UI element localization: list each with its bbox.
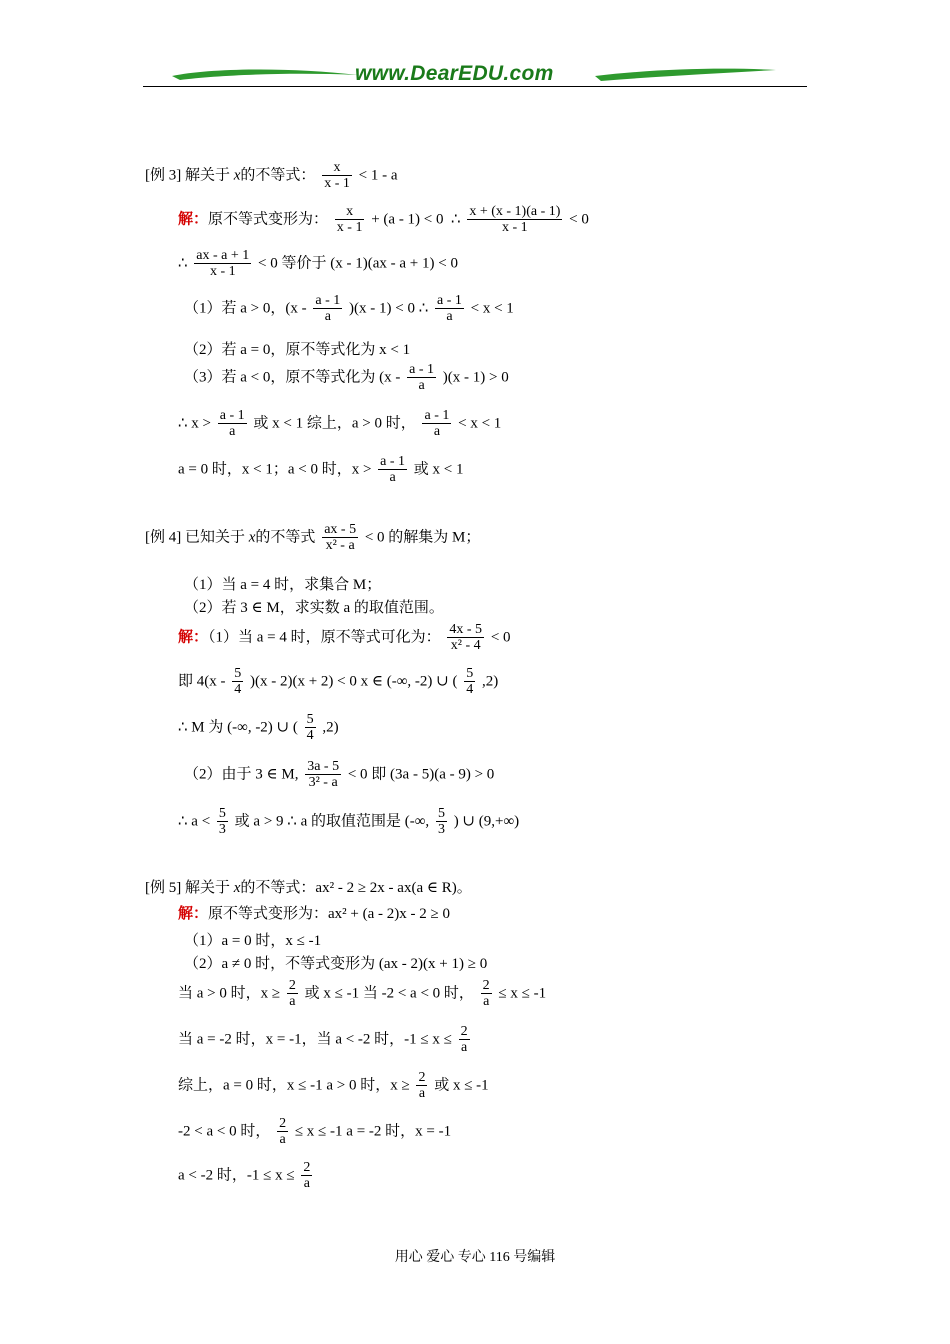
ex5-solution: 解：原不等式变形为：ax² + (a - 2)x - 2 ≥ 0 bbox=[178, 906, 451, 922]
ex4-solution2: 即 4(x - $\frac{5}{4}$ )(x - 2)(x + 2) < 0 x ∈ (-∞, -2) ∪ ( $\frac{5}{4}$ ,2) bbox=[178, 666, 499, 698]
ex4-question2: （2）若 3 ∈ M，求实数 a 的取值范围。 bbox=[184, 600, 444, 616]
ex4-solution1: 解：（1）当 a = 4 时，原不等式可化为： $\frac{4x - 5}{\text{x² - 4}}$ < 0 bbox=[178, 622, 511, 654]
ex4-solution4: （2）由于 3 ∈ M, $\frac{3a - 5}{\text{3² - a}}$ < 0 即 (3a - 5)(a - 9) > 0 bbox=[184, 759, 495, 791]
ex3-case2: （2）若 a = 0，原不等式化为 x < 1 bbox=[184, 342, 411, 358]
ex5-line2: 当 a = -2 时，x = -1，当 a < -2 时，-1 ≤ x ≤ $\frac{2}{a}$ bbox=[178, 1024, 468, 1056]
ex3-solution-line2: ∴ $\frac{ax - a + 1}{x - 1}$ < 0 等价于 (x - 1)(ax - a + 1) < 0 bbox=[178, 248, 458, 280]
page-footer: 用心 爱心 专心 116 号编辑 bbox=[394, 1250, 556, 1265]
header-rule bbox=[143, 86, 807, 87]
ex5-line1: 当 a > 0 时，x ≥ $\frac{2}{a}$ 或 x ≤ -1 当 -2 < a < 0 时， $\frac{2}{a}$ ≤ x ≤ -1 bbox=[178, 978, 547, 1010]
ex3-title: [例 3] 解关于 x的不等式： $\frac{x}{x - 1}$ < 1 - a bbox=[145, 160, 398, 192]
ex3-case1: （1）若 a > 0，(x - $\frac{a - 1}{a}$ )(x - 1) < 0 ∴ $\frac{a - 1}{a}$ < x < 1 bbox=[184, 293, 514, 325]
ex3-solution-line1: 解：原不等式变形为： $\frac{x}{x - 1}$ + (a - 1) < 0 ∴ $\frac{x + (x - 1)(a - 1)}{x - 1}$ < 0 bbox=[178, 204, 589, 236]
ex5-line3: 综上，a = 0 时，x ≤ -1 a > 0 时，x ≥ $\frac{2}{a}$ 或 x ≤ -1 bbox=[178, 1070, 489, 1102]
ex3-result1: ∴ x > $\frac{a - 1}{a}$ 或 x < 1 综上，a > 0 时， $\frac{a - 1}{a}$ < x < 1 bbox=[178, 408, 502, 440]
ex5-line5: a < -2 时，-1 ≤ x ≤ $\frac{2}{a}$ bbox=[178, 1160, 311, 1192]
ex5-case2: （2）a ≠ 0 时，不等式变形为 (ax - 2)(x + 1) ≥ 0 bbox=[184, 956, 488, 972]
ex4-title: [例 4] 已知关于 x的不等式 $\frac{ax - 5}{\text{x² - a}}$ < 0 的解集为 M； bbox=[145, 522, 481, 554]
ex4-solution3: ∴ M 为 (-∞, -2) ∪ ( $\frac{5}{4}$ ,2) bbox=[178, 712, 339, 744]
header-right-swoosh bbox=[593, 66, 778, 84]
ex3-case3: （3）若 a < 0，原不等式化为 (x - $\frac{a - 1}{a}$ )(x - 1) > 0 bbox=[184, 362, 509, 394]
ex4-solution5: ∴ a < $\frac{5}{3}$ 或 a > 9 ∴ a 的取值范围是 (-∞, $\frac{5}{3}$ ) ∪ (9,+∞) bbox=[178, 806, 520, 838]
ex4-question1: （1）当 a = 4 时，求集合 M； bbox=[184, 577, 382, 593]
header-site-logo: www.DearEDU.com bbox=[355, 62, 554, 85]
ex3-result2: a = 0 时，x < 1；a < 0 时，x > $\frac{a - 1}{a}$ 或 x < 1 bbox=[178, 454, 464, 486]
ex5-title: [例 5] 解关于 x的不等式：ax² - 2 ≥ 2x - ax(a ∈ R)。 bbox=[145, 880, 472, 896]
ex5-line4: -2 < a < 0 时， $\frac{2}{a}$ ≤ x ≤ -1 a = -2 时，x = -1 bbox=[178, 1116, 452, 1148]
header-left-swoosh bbox=[170, 66, 360, 84]
ex5-case1: （1）a = 0 时，x ≤ -1 bbox=[184, 933, 322, 949]
